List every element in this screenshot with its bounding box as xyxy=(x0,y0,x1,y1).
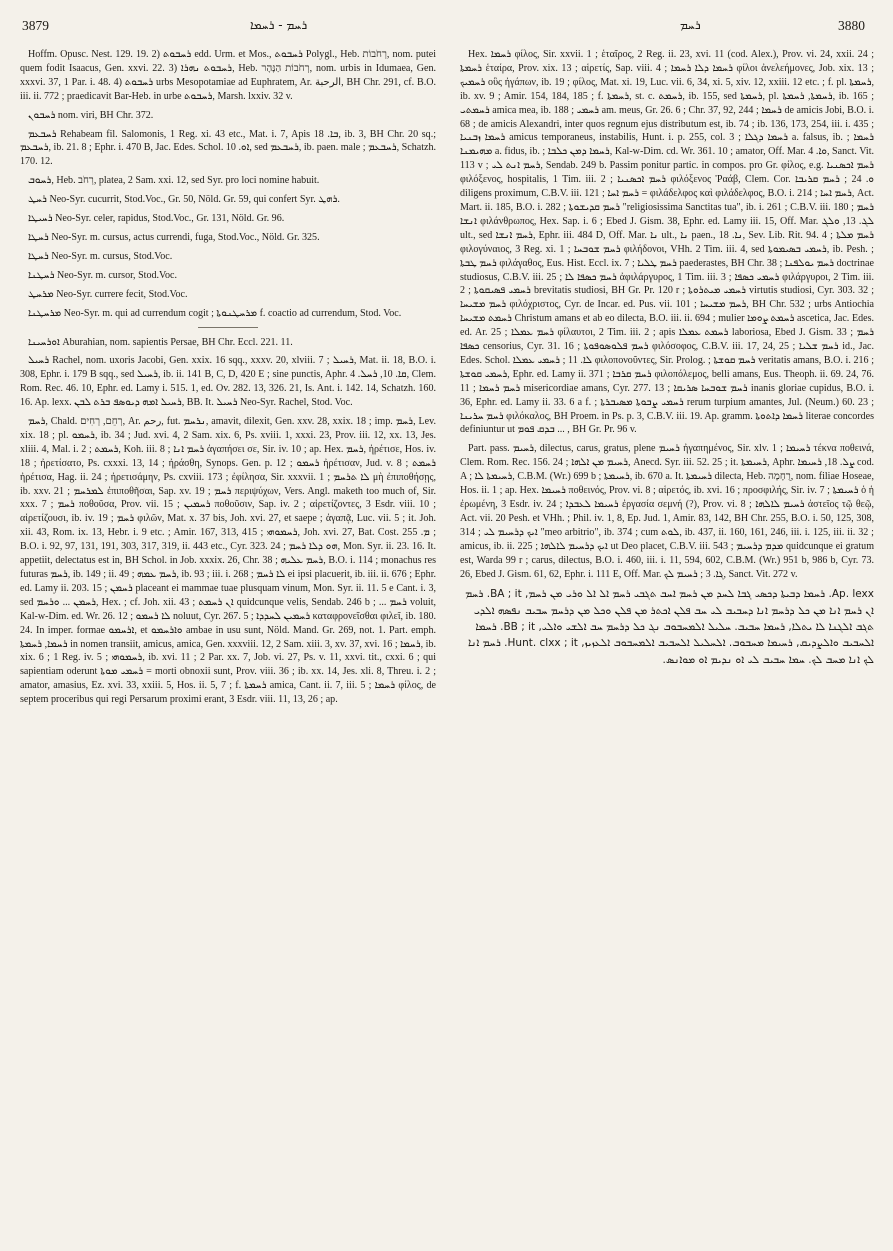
dictionary-entry: ܪܚܛܐ Neo-Syr. m. cursus, actus currendi, fuga, Stod.Voc., Nöld. Gr. 325. xyxy=(28,231,320,243)
dictionary-entry: ܪܚܛ Neo-Syr. cucurrit, Stod.Voc., Gr. 50, Nöld. Gr. 59, qui confert Syr. ܪܗܛ. xyxy=(28,194,340,206)
dictionary-entry: Hex. ܪܚܡܐ φίλος, Sir. xxvii. 1 ; ἑταῖρος, 2 Reg. ii. 23, xvi. 11 (cod. Alex.), Prov. vi. 24, xxii. 24 ; ܪܚܡܬܐ ἑταίρα, Prov. xix. 13 ; αἱρετίς, Sap. viii. 4 ; ܪܚܡܐ ܕܠܐ ܪܚܡܐ φίλοι ἀνελεήμονες, Job. xix. 13 ; ܪܚܡܝܟ οὓς ἠγάπων, ib. 19 ; φίλος, Mat. xi. 19, Luc. vii. 6, 34, xi. 5, xiv. 12, xxiii. 12 etc. ; f. pl. ܪܚܡܬܐ, ib. xv. 9 ; Amir. 154, 184, 185 ; f. ܪܚܡܬܐ, st. c. ܪܚܡܬ, ib. 155, sed ܪܚܡܬܐ, pl. ܪܚܡܬܐ, ܪܚܡܬܐ, ib. 165 ; ܪܚܡܬܝ amica mea, ib. 188 ; ܪܚܡܝ am. meus, Gr. 26. 6 ; Chr. 37, 92, 244 ; ܪܚܡܐ de amicis Jobi, B.O. i. 68 ; de amicis Alexandri, inter quos regnum ejus distributum est, ib. 74 ; ib. 136, 173, 254, iii. i. 435 ; ܪܚܡܐ ܙܒܢܝܐ amicus temporaneus, instabilis, Hunt. i. p. 255, col. 3 ; ܪܚܡܐ ܕܓܠܐ a. falsus, ib. ; ܪܚܡܐ ܡܗܝܡܢܐ a. fidus, ib. ; ܪܚܡܐ ܕܡܢ ܟܠܒܐ, Kal-w-Dim. cd. Wr. 361. 10 ; amator, Off. Mar. ܘܐ. 4, Sanct. Vit. 113 v ; ܪܚܡ ܐܢܬ ܠܝ, Sendab. 249 b. Passim ponitur partic. in compos. pro Gr. φίλος, e.g. ܪܚܡ ܐܟܣܢܝܐ φιλόξενος, hospitalis, 1 Tim. iii. 2 ; ܪܚܡ ܐܟܣܢܝܐ φιλόξενος Ῥαάβ, Clem. Cor. ܘ. 24 ; ܪܚܡ ܩܪܝܒܐ diligens proximum, C.B.V. iii. 121 ; ܪܚܡ ܐܚܐ = φιλάδελφος καὶ φιλάδελφος, B.O. i. 214 ; ܪܚܡ ܐܚܐ, Act. Mart. ii. 185, B.O. i. 282 ; ܪܚܡ ܩܕܝܫܘܬܐ "religiosissima Sanctitas tua", ib. i. 261 ; C.B.V. iii. 180 ; ܪܚܡ ܐܢܫܐ φιλάνθρωπος, Hex. Sap. i. 6 ; Ebed J. Gism. 38, Ephr. ed. Lamy iii. 15, Off. Mar. ܠܓ. 13, ܘܠܓ ult., sed ܪܚܡ ܐܢܫܐ, Ephr. iii. 484 D, Off. Mar. ܢܐ ult., ܢܐ paen., ܢܐ. 18, Sev. Lib. Rit. 94. 4 ; ܪܚܡ ܡܠܬܐ φιλογύναιος, 3 Reg. xi. 1 ; ܪܚܡ ܫܘܒܚܐ φιλήδονοι, VHh. 2 Tim. iii. 4, sed ܪܚܡܝ ܒܣܝܡܘܬܐ, ib. Pesh. ; ܪܚܡ ܛܒܬܐ φιλάγαθος, Eus. Hist. Eccl. ix. 7 ; ܪܚܡ ܛܠܝܐ paederastes, BH Chr. 38 ; ܪܚܡ ܝܘܠܦܢܐ doctrinae studiosus, C.B.V. iii. 25 ; ܪܚܡ ܟܣܦܐ ܠܐ ἀφιλάργυρος, 1 Tim. iii. 3 ; ܪܚܡܝ ܟܣܦܐ φιλάργυροι, 2 Tim. iii. 2 ; ܪܚܡܝ ܦܣܝܩܘܬܐ brevitatis studiosi, BH Gr. Pr. 120 r ; ܪܚܡܝ ܡܝܬܪܘܬܐ virtutis studiosi, Cyr. 303. 32 ; ܪܚܡ ܡܫܝܚܐ φιλόχριστος, Cyr. de Incar. ed. Pus. vii. 101 ; ܪܚܡ ܡܫܝܚܐ, BH Chr. 532 ; urbs Antiochia ܪܚܡܬ ܡܫܝܚܐ Christum amans et ab eo dilecta, B.O. iii. ii. 694 ; mulier ܪܚܡܬ ܨܘܡܐ ascetica, Jac. Edes. ed. Ar. 25 ; ܪܚܡ ܥܡܠܐ φίλαυτοι, 2 Tim. iii. 2 ; apis ܪܚܡܬ ܥܡܠܐ laboriosa, Ebed J. Gism. 33 ; ܪܚܡ ܟܣܦܐ censorius, Cyr. 31. 16 ; ܪܚܡ ܦܠܘܣܘܦܘܬܐ φιλόσοφος, C.B.V. iii. 17, 24, 25 ; ܪܚܡ ܫܠܝܐ id., Jac. Edes. Schol. ܠܐ. 11 ; ܪܚܡܝ ܥܡܠܐ φιλοπονοῦντες, Sir. Prolog. ; ܪܚܡ ܩܘܫܬܐ veritatis amans, B.O. i. 216 ; ܪܚܡܝ ܩܘܫܬܐ, Ephr. ed. Lamy ii. 371 ; ܪܚܡ ܩܪܒܐ φιλοπόλεμος, belli amans, Eus. Theoph. ii. 69. 24, 76. 11 ; ܪܚܡ ܪܚܡܐ misericordiae amans, Cyr. 277. 13 ; ܪܚܡ ܫܘܒܚܐ ܣܪܝܩܐ inanis gloriae cupidus, B.O. i. 36, Ephr. ed. Lamy ii. 33. 6 a f. ; ܪܚܡܝ ܨܒܘܬܐ ܡܣܝܒܪܬܐ rerum turpium amantes, Jul. (Neum.) 60. 23 ; ܪܚܡ ܚܪܝܢܐ φιλόκαλος, BH Proem. in Ps. p. 3, C.B.V. iii. 19. Ap. gramm. ܪܚܡܐ ܕܐܬܘܬܐ literae concordes definiuntur ut ܒܕܩ ܦܘܡ ... , BH Gr. Pr. 96 v. xyxy=(460,49,874,436)
left-column xyxy=(20,48,436,1238)
dictionary-entry: ܡܪܚܛ Neo-Syr. currere fecit, Stod.Voc. xyxy=(28,288,188,300)
dictionary-entry: ܡܪܚܛܢܐ Neo-Syr. m. qui ad currendum cogit ; ܡܪܚܛܢܘܬܐ f. coactio ad currendum, Stod. Voc. xyxy=(28,307,402,319)
dictionary-entry: Part. pass. ܪܚܝܡ, dilectus, carus, gratus, plene ܪܚܝܡ ἠγαπημένος, Sir. xlv. 1 ; ܪܚܝܡܐ τέκνα ποθεινά, Clem. Rom. Rec. 156. 24 ; ܪܚܝܡ ܡܢ ܐܠܗܐ, Anecd. Syr. iii. 52. 25 ; it. ܪܚܝܡܬܐ, Aphr. ܨܠ. 18, ܪܚܝܡܐ cod. A ; ܪܚܝܡܬܐ ܠܐ, C.B.M. (Wr.) 699 b ; ܪܚܝܡܬܐ, ib. 670 a. It. ܪܚܝܡܬܐ dilecta, Heb. רֻחָמָה, nom. filiae Hoseae, Hos. ii. 1 ; ap. Hex. ܪܚܝܡܐ ποθεινός, Prov. vi. 8 ; αἱρετός, ib. xvi. 16 ; προσφιλής, Sir. iv. 7 ; ܪܚܝܡܬܐ ὁ ἡ ἐρωμένη, 3 Esdr. iv. 24 ; ܪܚܝܡܐ ܠܥܒܕܐ ἐργασία σεμνή (?), Prov. vi. 8 ; ܪܚܝܡ ܠܐܠܗܐ ἀστεῖος τῷ θεῷ, Act. vii. 20 Pesh. et VHh. ; Phil. iv. 1, 8, Ep. Jud. 1, Amir. 83, 142, BH Chr. 255, B.O. i. 50, 125, 308, 314 ; ܐܝܟ ܕܪܚܝܡ ܠܝ "meo arbitrio", ib. 374 ; cum ܠܘܬ, ib. 437, ii. 160, 161, 246, iii. i. 125, iii. ii. 32 ; amicus, ib. ii. 225 ; ܐܝܟ ܕܪܚܝܡ ܠܐܠܗܐ ut Deo placet, C.B.V. iii. 543 ; ܡܕܡ ܕܪܚܝܡ quidcunque ei gratum est, Warda 99 r ; carus, dilectus, B.O. i. 460, iii. i. 11, 594, 602, C.B.M. (Wr.) 951 b, 986 b, Cyr. 73. 26, Ebed J. Gism. 61, 62, Ephr. i. 111 E, Off. Mar. ܓܐ. 3 ; ܪܚܝܡ ܠܟ, Sanct. Vit. 272 v. xyxy=(460,443,874,580)
dictionary-entry: ܪܚܛܐ Neo-Syr. m. cursus, Stod.Voc. xyxy=(28,250,173,262)
page-header xyxy=(0,18,893,40)
dictionary-entry: ܪܚܡ, Chald. רְחֵם, רְחִים, Ar. رحم, fut. ܢܪܚܡ, amavit, dilexit, Gen. xxv. 28, xxix. 18 ; imp. ܪܚܡ, Lev. xix. 18 ; pl. ܪܚܡܘ, ib. 34 ; Jud. xvi. 4, 2 Sam. xix. 6, Ps. xviii. 1, xxxi. 23, Prov. iii. 12, xx. 13, Jes. xliii. 4, Mal. i. 2 ; ܪܚܡܬ, Koh. iii. 8 ; ܪܚܡ ܐܢܐ ἀγαπήσει σε, Sir. iv. 10 ; ap. Hex. ܪܚܡ, ἠρέτισε, Hos. iv. 18 ; ἠρετίσατο, Ps. cxxxi. 13, 14 ; ἠράσθη, Synops. Gen. p. 12 ; ܪܚܡܘ ἠρέτισαν, Jud. v. 8 ; ܪܚܡܬ ἠρέτισα, Hag. ii. 24 ; ἠρετισάμην, Ps. cxviii. 173 ; ἐφίλησα, Sir. xxxvii. 1 ; ܠܐ ܬܪܚܡ μὴ ἐπιποθήσῃς, ib. xxv. 21 ; ܠܡܪܚܡ ἐπιποθῆσαι, Sap. xv. 19 ; ܪܚܡ περιψύχων, Vers. Angl. maketh too much of, Sir. xxx. 7 ; ܪܚܡ ποθοῦσα, Prov. vii. 15 ; ܪܚܡܝܢ ποθοῦσιν, Sap. iv. 2 ; αἱρετίζοντες, 3 Esdr. viii. 10 ; αἱρετίζουσι, ib. iv. 19 ; ܪܚܡ φιλῶν, Mat. x. 37 bis, Joh. xvi. 27, et saepe ; ἀγαπᾷ, Luc. vii. 5 ; it. Joh. xii. 43, Rom. ix. 13, Hebr. i. 9 etc. ; Amir. 167, 313, 415 ; ܪܚܡܘܗܝ, Joh. xvi. 27, Bat. Cost. ܡ. 255 ; B.O. i. 92, 97, 131, 191, 303, 317, 319, ii. 443 etc., Cyr. 323. 24 ; ܗܘ ܕܠܐ ܪܚܡ, Mon. Syr. ii. 23. 16. It. appetiit, delectatus est in, BH Schol. in Job. xxxix. 26, Chr. 38 ; ܪܚܡ ܥܠܝܗ, B.O. i. 114 ; monachus res futuras ܪܚܡ, ib. 149 ; ii. 49 ; ܪܚܡ ܥܡܗ, ib. 93 ; iii. i. 268 ; ܠܐ ܪܚܡ ei ipsi placuerit, ib. iii. ii. 676 ; Ephr. ed. Lamy ii. 203. 15 ; ܪܚܡܢ placeant ei mammae tuae plusquam vinum, Mon. Syr. ii. 11. 5 e Cant. i. 3, sed ܪܚܡܢ ... ܘܪܚܡ, Hex. ; cf. Joh. xii. 43 ; ܐܢ ܪܚܡܬ quidcunque velis, Sendab. 246 b ; ... ܪܚܡ voluit, Kal-w-Dim. ed. Wr. 26. 12 ; ܠܐ ܪܚܡܘ noluut, Cyr. 267. 5 ; ܪܚܡܝܢ ܠܚܕܕܐ καταφρονεῖσθαι φιλεῖ, ib. 180. 24. In imper. formae ܐܪܚܡܘ, et ܘܐܪܚܡܘ ambae in usu sunt, Nöld. Mand. Gr. 269, not. 1. Part. emph. ܪܚܡܐ, ܪܚܡܬܐ in nomen transiit, amicus, amica, Gen. xxxviii. 12, 2 Sam. xiii. 3, xv. 37, xvi. 16 ; ܪܚܡܐ, ib. xix. 6 ; 1 Reg. iv. 5 ; ܪܚܡܘܗܝ, ib. xvi. 11 ; 2 Par. xx. 7, Job. vi. 27, Ps. v. 11, xxvi. tit., cxxi. 6 ; qui sapientiam oderunt ܪܚܡܝ ܡܘܬܐ = morti obnoxii sunt, Prov. viii. 36 ; ib. xx. 14, Jes. xli. 8, Threu. i. 2 ; amator, amasius, Ez. xvi. 33, xxiii. 5, Hos. ii. 5, 7 ; f. ܪܚܡܬܐ amica, Cant. ii. 7, iii. 5 ; ܪܚܡܐ φίλος, de septem proceribus qui regi Persarum proximi erant, 3 Esdr. viii. 11, 13, 26 ; ap. xyxy=(20,416,436,706)
section-divider xyxy=(198,327,258,328)
arabic-lexicon-note: Ap. lexx. ܪܚܡܐ ܕܒܝܬܐ ܕܟܣܝ ܓܒܐ ܠܚܕ ܡܢ ܪܚܡ ܐܚܒ ܬܓܒܝ ܪܚܡ ܐܠ ܐܠ ܘܪܝ ܡܢ ܪܚܡ, BA ; it. ܪܚܡ ܐܢ ܪܚܡ ܐܢܐ ܡܢ ܟܠ ܕܪܚܡ ܐܢܐ ܕܚܒܝܒ ܠܝ ܚܒ ܦܠܢ ܐܟܬܪ ܡܢ ܦܠܢ ܘܟܠ ܡܢ ܕܪܚܡ ܚܒܝܒ ܢܦܣܗ ܐܠܕܝ ܬܓܒ ܐܠܓܢܐ ܠܐ ܝܬܠܐ, ܪܚܡܐ ܚܒܝܒ. ܚܠܝܠ ܐܠܡܚܒܘܒ ܢܓ ܟܠ ܕܪܚܡ ܚܒ ܐܠܫܝ ܘܐܠܝ, BB ; it. ܪܚܡܐ ܐܠܚܒܝܒ ܘܐܠܨܕܝܩ, ܪܚܝܡܐ ܡܚܒܘܒ. ܐܠܚܠܝܠ ܐܠܚܒܝܒ ܐܠܡܚܒܘܒ ܐܠܥܙܝܙ, Hunt. clxx ; it. ܪܚܡ ܐܢܐ ܠܟ ܐܢܐ ܡܚܒ ܠܟ. ܚܡܐ ܚܒܝܒ ܠܝ ܐܘ ܢܕܝܡ ܐܘ ܡܘܐܢܣ. xyxy=(465,588,874,666)
dictionary-entry: ܪܚܝܠ Rachel, nom. uxoris Jacobi, Gen. xxix. 16 sqq., xxxv. 20, xlviii. 7 ; ܪܚܝܠ, Mat. ii. 18, B.O. i. 308, Ephr. i. 179 B sqq., sed ܪܚܝܠ, ib. ii. 141 B, C, D, 420 E ; sine punctis, Aphr. ܩܐ. 10, ܪܚܠ. 4, Clem. Rom. Rec. 46. 10, Ephr. ed. Lamy i. 515. 1, ed. Ov. 282. 13, 326. 21, Is. Ant. i. 142. 14, Schatzh. 160. 16. Ap. lexx. ܪܚܝܠ ܐܡܗ ܕܝܘܣܦ ܒܪܬ ܠܒܢ, BB. It. ܪܚܝܠ Neo-Syr. Rachel, Stod. Voc. xyxy=(20,355,436,409)
dictionary-entry: ܪܚܝܛܐ Neo-Syr. celer, rapidus, Stod.Voc., Gr. 131, Nöld. Gr. 96. xyxy=(28,213,285,225)
dictionary-entry: ܪܚܒܘܢ nom. viri, BH Chr. 372. xyxy=(28,109,154,121)
dictionary-entry: Hoffm. Opusc. Nest. 129. 19. 2) ܪܚܒܘܬ edd. Urm. et Mos., ܪܚܒܘܬ Polygl., Heb. רְחֹבוֹת, nom. putei quem fodit Isaacus, Gen. xxvi. 22. 3) ܪܚܒܘܬ ܢܗܪܐ, Heb. רְחֹבוֹת הַנָּהָר, nom. urbis in Idumaea, Gen. xxxvi. 37, 1 Par. i. 48. 4) ܪܚܒܘܬ urbs Mesopotamiae ad Euphratem, Ar. الرحبة, BH Chr. 291, cf. B.O. iii. ii. 772 ; praedicavit Bar-Heb. in urbe ܪܚܒܘܬ, Marsh. lxxiv. 32 v. xyxy=(20,49,436,102)
right-column xyxy=(460,48,874,1238)
right-page-number: 3880 xyxy=(838,18,865,33)
left-running-title: ܪܚܡ - ܪܚܡܐ xyxy=(250,18,308,32)
right-running-title: ܪܚܡ xyxy=(680,18,701,32)
dictionary-entry: ܐܘܪܚܝܢܐ Aburahian, nom. sapientis Persae, BH Chr. Eccl. 221. 11. xyxy=(28,336,293,348)
left-page-number: 3879 xyxy=(22,18,49,33)
dictionary-entry: ܪܚܒܥܡ Rehabeam fil. Salomonis, 1 Reg. xi. 43 etc., Mat. i. 7, Apis ܒܐ. 18, ib. 3, BH Chr. 20 sq.; ܪܚܒܥܡ, ib. 21. 8 ; Ephr. i. 470 B, Jac. Edes. Schol. ܐܘ. 10, sed ܪܚܒܥܡ, ib. paen. male ; ܪܚܒܥܡ, Schatzh. 170. 12. xyxy=(20,128,436,168)
dictionary-entry: ܪܚܘܒ, Heb. רְחֹב, platea, 2 Sam. xxi. 12, sed Syr. pro loci nomine habuit. xyxy=(28,175,320,187)
dictionary-entry: ܪܚܛܢܐ Neo-Syr. m. cursor, Stod.Voc. xyxy=(28,269,177,281)
